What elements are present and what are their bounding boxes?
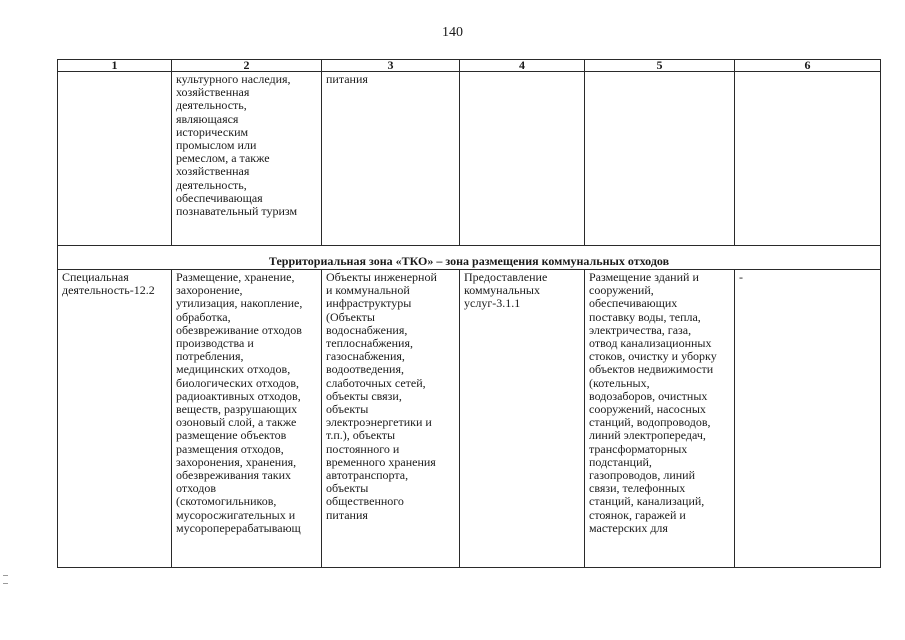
table-cell <box>172 270 322 568</box>
table-cell <box>172 72 322 246</box>
column-number-3: 3 <box>322 60 460 72</box>
table-row <box>58 270 881 568</box>
table-cell <box>735 72 881 246</box>
table-row <box>58 72 881 246</box>
zone-heading: Территориальная зона «ТКО» – зона размещения коммунальных отходов <box>58 246 881 270</box>
table-cell <box>322 72 460 246</box>
column-number-2: 2 <box>172 60 322 72</box>
table-cell <box>322 270 460 568</box>
table-cell <box>585 270 735 568</box>
margin-scan-mark <box>3 583 8 584</box>
permitted-use-description: культурного наследия, хозяйственная деятельность, являющаяся историческим промыслом или ремеслом, а также хозяйственная деятельность, обеспечивающая познавательный туризм <box>176 72 298 219</box>
table-cell <box>58 72 172 246</box>
empty-value-dash: - <box>739 270 743 284</box>
column-number-4: 4 <box>460 60 585 72</box>
column-number-6: 6 <box>735 60 881 72</box>
table-cell <box>460 270 585 568</box>
auxiliary-use: питания <box>326 72 368 86</box>
table-cell <box>735 270 881 568</box>
conditional-use-description: Размещение зданий и сооружений, обеспечивающих поставку воды, тепла, электричества, газа, отвод канализационных стоков, очистку и уборку объектов недвижимости (котельных, водозаборов, очистных сооружений, насосных станций, водопроводов, линий электропередач, трансформаторных подстанций, газопроводов, линий связи, телефонных станций, канализаций, стоянок, гаражей и мастерских для <box>589 270 717 535</box>
column-number-5: 5 <box>585 60 735 72</box>
table-header-row <box>58 60 881 72</box>
main-use-code: Специальная деятельность-12.2 <box>62 270 155 298</box>
table-cell <box>585 72 735 246</box>
auxiliary-use: Объекты инженерной и коммунальной инфраструктуры (Объекты водоснабжения, теплоснабжения, газоснабжения, водоотведения, слаботочных сетей, объекты связи, объекты электроэнергетики и т.п.), объекты постоянного и временного хранения автотранспорта, объекты общественного питания <box>326 270 437 522</box>
conditional-use-code: Предоставление коммунальных услуг-3.1.1 <box>464 270 548 311</box>
main-use-description: Размещение, хранение, захоронение, утилизация, накопление, обработка, обезвреживание отходов производства и потребления, медицинских отходов, биологических отходов, радиоактивных отходов, веществ, разрушающих озоновый слой, а также размещение объектов размещения отходов, захоронения, хранения, обезвреживания таких отходов (скотомогильников, мусоросжигательных и мусороперерабатывающ <box>176 270 303 535</box>
page-number: 140 <box>442 25 463 40</box>
column-number-1: 1 <box>58 60 172 72</box>
land-use-table <box>57 59 881 568</box>
table-cell <box>460 72 585 246</box>
zone-heading-row <box>58 246 881 270</box>
table-cell <box>58 270 172 568</box>
margin-scan-mark <box>3 575 8 576</box>
